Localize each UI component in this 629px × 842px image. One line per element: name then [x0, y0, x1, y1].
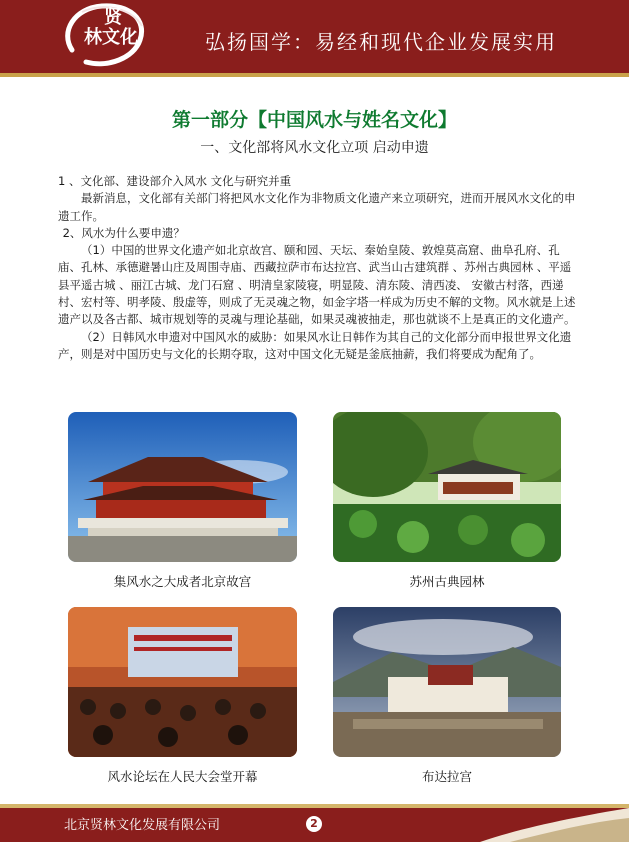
paragraph: （2）日韩风水申遗对中国风水的威胁：如果风水让日韩作为其自己的文化部分而申报世界文化遗产，则是对中国历史与文化的长期夺取，这对中国文化无疑是釜底抽薪，我们将要成为配角了。: [58, 329, 572, 361]
photo-caption: 布达拉宫: [421, 769, 472, 784]
footer-swoosh-icon: [440, 808, 629, 842]
paragraph: （1）中国的世界文化遗产如北京故宫、颐和园、天坛、秦始皇陵、敦煌莫高窟、曲阜孔府、孔庙、孔林、承德避暑山庄及周围寺庙、西藏拉萨市布达拉宫、武当山古建筑群 、苏州古典园林 、平遥县平遥古城 、丽江古城、龙门石窟 、明清皇家陵寝，明显陵、清东陵、清西凌、 安徽古村落，西递村、宏村等、明孝陵、殷虚等，则成了无灵魂之物，如金字塔一样成为历史不解的文物。风水就是上述遗产以及各古都、城市规划等的灵魂与理论基础，如果灵魂被抽走，那也就谈不上是真正的文化遗产。: [58, 243, 576, 327]
photo-caption: 集风水之大成者北京故宫: [113, 574, 252, 589]
section-title: 第一部分【中国风水与姓名文化】: [171, 109, 457, 131]
paragraph: 2、风水为什么要申遗？: [62, 225, 185, 240]
header-slogan: 弘扬国学：易经和现代企业发展实用: [205, 30, 557, 54]
photo-suzhou-garden: [333, 412, 561, 562]
company-name: 北京贤林文化发展有限公司: [64, 818, 221, 833]
photo-forum: [68, 607, 297, 757]
photo-forbidden-city: [68, 412, 297, 562]
logo: [84, 8, 154, 58]
photo-potala-palace: [333, 607, 561, 757]
photo-caption: 苏州古典园林: [409, 574, 485, 589]
header-stripe: [0, 73, 629, 77]
paragraph: 1 、文化部、建设部介入风水 文化与研究并重: [58, 174, 292, 188]
paragraph: 最新消息，文化部有关部门将把风水文化作为非物质文化遗产来立项研究，进而开展风水文化的申遗工作。: [58, 191, 576, 223]
section-subtitle: 一、文化部将风水文化立项 启动申遗: [200, 140, 429, 156]
body-text: [58, 173, 578, 363]
logo-line2: 林文化: [84, 27, 138, 48]
logo-line1: 贤: [104, 7, 122, 28]
page-number: 2: [306, 816, 322, 832]
photo-caption: 风水论坛在人民大会堂开幕: [107, 769, 258, 784]
